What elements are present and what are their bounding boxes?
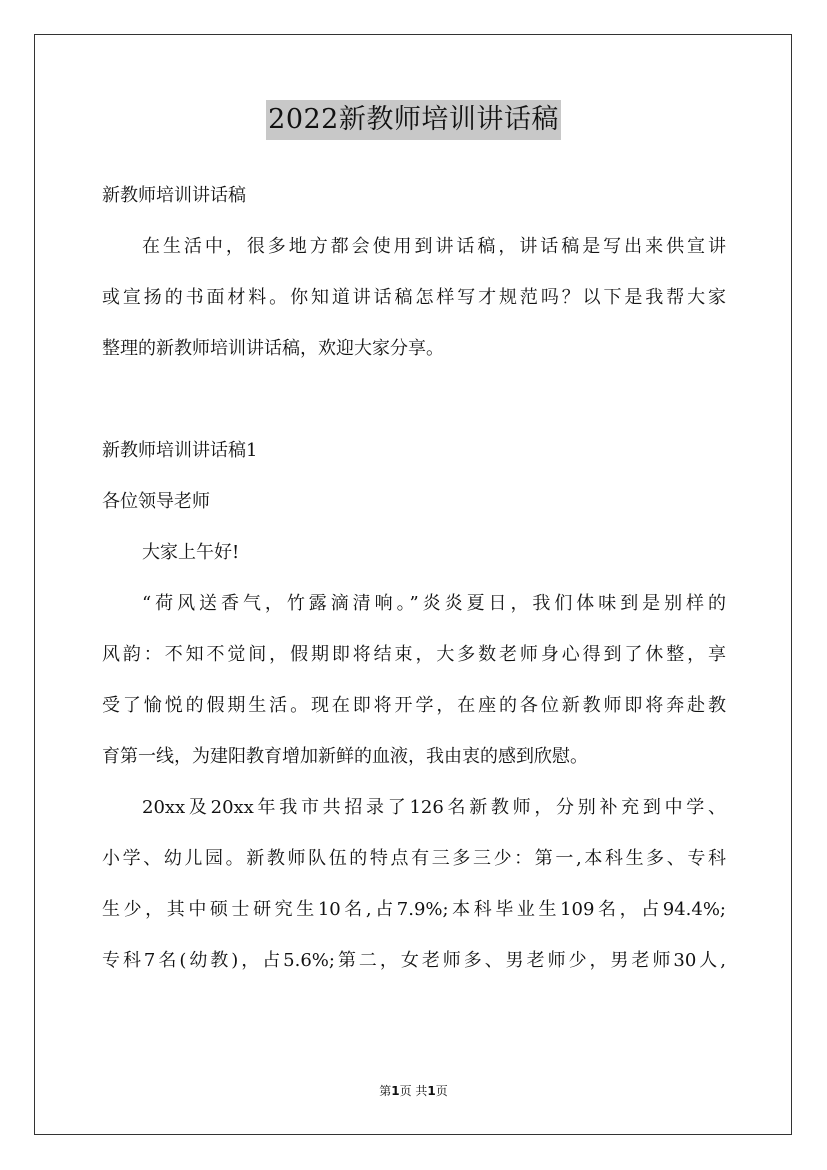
intro-line-2: 或宣扬的书面材料。你知道讲话稿怎样写才规范吗？以下是我帮大家 [102, 287, 726, 308]
footer-page-number: 1 [391, 1084, 400, 1098]
para1-line-2: 风韵：不知不觉间，假期即将结束，大多数老师身心得到了休整，享 [102, 644, 726, 665]
para1-line-3: 受了愉悦的假期生活。现在即将开学，在座的各位新教师即将奔赴教 [102, 695, 726, 716]
footer-page-total: 1 [427, 1084, 436, 1098]
para2-line-1: 20xx及20xx年我市共招录了126名新教师，分别补充到中学、 [142, 797, 726, 818]
para1-line-4: 育第一线，为建阳教育增加新鲜的血液，我由衷的感到欣慰。 [102, 746, 588, 767]
intro-line-3: 整理的新教师培训讲话稿，欢迎大家分享。 [102, 338, 444, 359]
spacer [102, 374, 726, 425]
para1-line-1: “荷风送香气，竹露滴清响。”炎炎夏日，我们体味到是别样的 [142, 593, 726, 614]
page-footer [0, 1082, 827, 1099]
footer-mid: 页 共 [399, 1084, 428, 1098]
intro-line-1: 在生活中，很多地方都会使用到讲话稿，讲话稿是写出来供宣讲 [142, 236, 726, 257]
section-heading-1: 新教师培训讲话稿1 [102, 440, 258, 461]
document-title: 2022新教师培训讲话稿 [266, 100, 561, 140]
footer-prefix: 第 [379, 1084, 392, 1098]
footer-suffix: 页 [435, 1084, 448, 1098]
document-body [102, 170, 726, 986]
para2-line-3: 生少，其中硕士研究生10名,占7.9%;本科毕业生109名，占94.4%; [102, 899, 726, 920]
title-container [0, 100, 827, 140]
greeting: 大家上午好! [142, 542, 240, 563]
subtitle: 新教师培训讲话稿 [102, 185, 246, 206]
salutation: 各位领导老师 [102, 491, 210, 512]
para2-line-2: 小学、幼儿园。新教师队伍的特点有三多三少：第一,本科生多、专科 [102, 848, 726, 869]
para2-line-4: 专科7名(幼教)，占5.6%;第二，女老师多、男老师少，男老师30人, [102, 950, 726, 971]
